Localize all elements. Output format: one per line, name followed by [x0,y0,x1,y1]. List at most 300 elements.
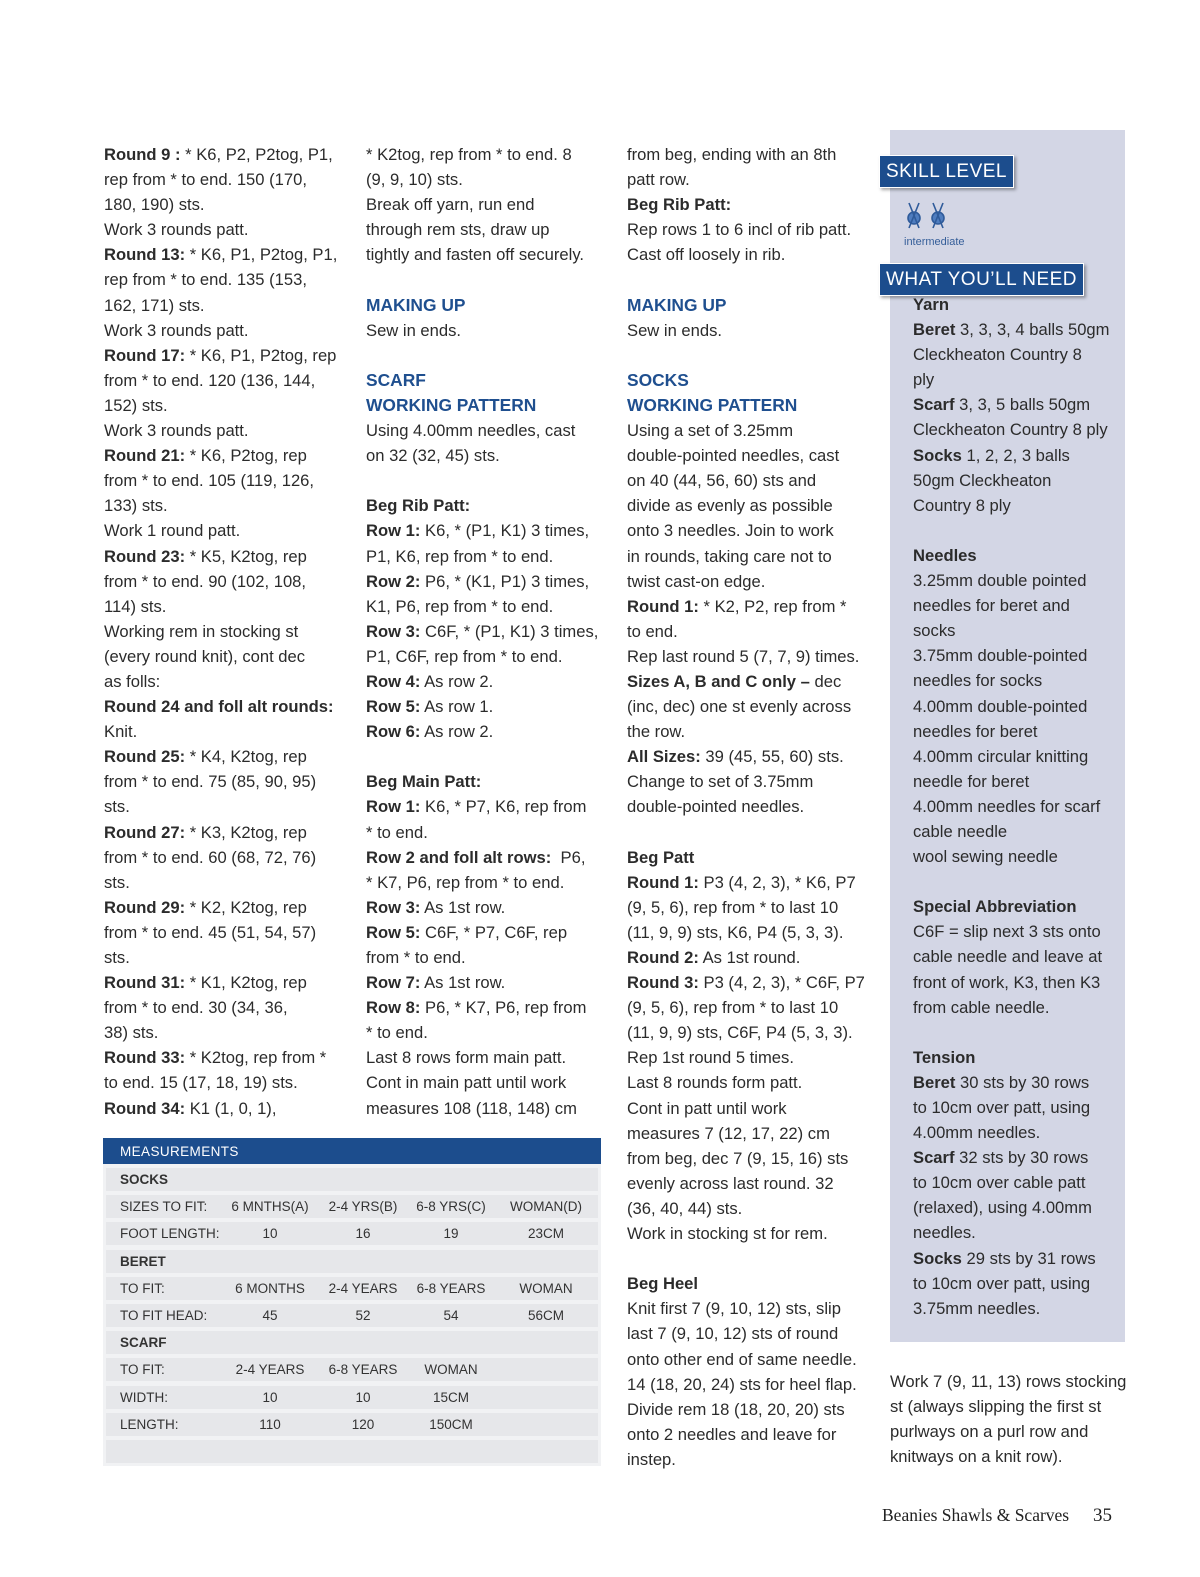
line-text: * K2, K2tog, rep [185,897,307,917]
bold-label: Beret [913,320,956,340]
table-cell: 52 [355,1308,371,1323]
bold-label: Beg Rib Patt: [366,496,471,516]
bold-label: Row 2 and foll alt rows: [366,847,552,867]
bold-label: Round 1: [627,596,699,616]
text-line [890,1444,1126,1469]
line-gap [366,267,598,292]
text-line [913,468,1109,493]
text-line [627,418,865,443]
line-text: P3 (4, 2, 3), * C6F, P7 [698,973,865,993]
line-text: sts. [104,948,130,967]
line-text: last 7 (9, 10, 12) sts of round [627,1324,839,1344]
bold-label: Scarf [913,395,955,415]
text-line [627,845,865,870]
text-line [104,418,337,443]
text-line [913,1045,1109,1070]
bold-label: Row 3: [366,897,421,917]
bold-label: Round 13: [104,245,186,265]
text-line [627,217,865,242]
text-line [627,1146,865,1171]
line-text: as folls: [104,671,161,691]
text-line [627,518,865,543]
line-text: onto other end of same needle. [627,1349,857,1369]
table-row-label: FOOT LENGTH: [120,1226,220,1242]
text-line [913,794,1109,819]
text-line [366,594,598,619]
text-line [366,719,598,744]
text-line [627,870,865,895]
line-text: Cleckheaton Country 8 [913,345,1082,365]
text-line [104,142,337,167]
text-line [366,644,598,669]
line-text: from * to end. 90 (102, 108, [104,571,307,591]
text-line [913,1120,1109,1145]
text-line [104,769,337,794]
line-text: onto 3 needles. Join to work [627,521,834,541]
table-cell: WOMAN [424,1362,478,1378]
text-line [366,493,598,518]
line-text: socks [913,621,956,641]
text-line [913,668,1109,693]
line-text: C6F, * P7, C6F, rep [420,922,568,942]
line-gap [366,343,598,368]
text-line [104,895,337,920]
line-text: As 1st row. [420,973,506,993]
line-text: from * to end. 75 (85, 90, 95) [104,772,317,792]
line-text: P6, * K7, P6, rep from [420,998,587,1018]
section-heading: SCARF [366,369,426,390]
line-text: * to end. [366,822,428,842]
line-text: K1, P6, rep from * to end. [366,596,554,616]
line-text: Sew in ends. [366,320,462,340]
line-text: * K6, P2tog, rep [185,446,307,466]
text-line [366,1045,598,1070]
text-line [890,1369,1126,1394]
text-line [366,845,598,870]
bold-label: Round 29: [104,897,186,917]
table-cell: 10 [262,1226,278,1242]
section-heading: WORKING PATTERN [366,394,537,415]
table-cell: 15CM [432,1389,469,1405]
line-text: 3, 3, 3, 4 balls 50gm [955,320,1110,340]
text-line [913,719,1109,744]
bold-label: Round 9 : [104,145,181,164]
line-text: 30 sts by 30 rows [955,1072,1090,1092]
section-heading: MAKING UP [366,294,466,315]
line-text: * K2tog, rep from * [185,1048,327,1068]
text-line [104,794,337,819]
line-text: 29 sts by 31 rows [961,1248,1096,1268]
line-text: the row. [627,722,686,742]
line-text: from * to end. 120 (136, 144, [104,370,316,390]
bold-label: Round 33: [104,1048,186,1068]
line-text: from beg, ending with an 8th [627,145,837,164]
text-line [366,518,598,543]
text-line [627,945,865,970]
text-line [913,493,1109,518]
table-cell: 10 [262,1389,278,1405]
table-cell: WOMAN [519,1280,573,1296]
measurements-table [103,1138,601,1466]
text-line [627,1171,865,1196]
bold-label: Round 23: [104,546,186,566]
line-text: from * to end. [366,948,466,967]
line-text: 39 (45, 55, 60) sts. [700,747,844,767]
bold-label: Beg Main Patt: [366,772,482,792]
text-line [104,468,337,493]
text-line [366,242,598,267]
table-cell: 2-4 YRS(B) [328,1199,398,1215]
text-line [913,1220,1109,1245]
line-text: Cast off loosely in rib. [627,245,786,265]
text-line [366,694,598,719]
line-text: 114) sts. [104,596,167,616]
text-line [627,1196,865,1221]
line-text: As row 1. [420,697,494,717]
line-text: Change to set of 3.75mm [627,772,814,792]
bold-label: Round 25: [104,747,186,767]
bold-label: Row 4: [366,671,421,691]
line-text: double-pointed needles. [627,797,805,817]
line-text: sts. [104,872,130,892]
bold-label: Round 3: [627,973,699,993]
text-line [627,1397,865,1422]
text-line [366,794,598,819]
text-line [627,468,865,493]
text-line [627,644,865,669]
text-line [913,1070,1109,1095]
text-line [627,544,865,569]
text-line [627,970,865,995]
table-row [106,1195,598,1218]
bold-label: Row 1: [366,797,421,817]
line-text: dec [809,671,842,691]
line-text: purlways on a purl row and [890,1422,1089,1442]
text-line [366,569,598,594]
text-line [366,870,598,895]
line-text: evenly across last round. 32 [627,1173,834,1193]
table-cell: 150CM [429,1416,473,1432]
text-line [913,995,1109,1020]
text-line [104,242,337,267]
text-line [913,1246,1109,1271]
text-line [104,945,337,970]
bold-label: Row 2: [366,571,421,591]
table-row-label: WIDTH: [120,1389,168,1405]
line-text: 50gm Cleckheaton [913,470,1052,490]
text-line [913,894,1109,919]
text-line [366,769,598,794]
text-line [366,920,598,945]
line-text: to 10cm over cable patt [913,1173,1086,1193]
table-cell: 110 [259,1416,281,1432]
line-text: As 1st round. [698,948,801,967]
text-line [104,167,337,192]
text-line [366,820,598,845]
skill-level-text: intermediate [904,236,965,248]
text-line [104,619,337,644]
line-gap [913,1020,1109,1045]
bold-label: Round 34: [104,1098,186,1118]
line-text: to end. 15 (17, 18, 19) sts. [104,1073,298,1093]
text-line [366,895,598,920]
table-row-label: SIZES TO FIT: [120,1199,208,1215]
line-text: cable needle and leave at [913,947,1103,967]
table-cell: 6-8 YEARS [416,1280,486,1296]
line-text: Cont in patt until work [627,1098,787,1118]
bold-label: Socks [913,1248,962,1268]
bold-label: Yarn [913,295,949,314]
table-cell: 6-8 YRS(C) [416,1199,486,1215]
line-text: to 10cm over patt, using [913,1273,1091,1293]
text-line [627,142,865,167]
table-section-row [106,1250,598,1273]
table-row [106,1386,598,1409]
line-gap [913,869,1109,894]
line-text: needle for beret [913,771,1030,791]
text-line [104,820,337,845]
text-line [104,644,337,669]
table-section-row [106,1168,598,1191]
line-text: P6, * (K1, P1) 3 times, [420,571,590,591]
table-row [106,1304,598,1327]
text-line [366,945,598,970]
line-text: instep. [627,1449,676,1469]
table-row [106,1358,598,1381]
text-line [627,694,865,719]
table-row [106,1222,598,1245]
line-text: (11, 9, 9) sts, K6, P4 (5, 3, 3). [627,922,844,942]
line-text: from * to end. 30 (34, 36, [104,998,288,1018]
table-section-row [106,1331,598,1354]
line-text: Using a set of 3.25mm [627,421,794,441]
line-text: (11, 9, 9) sts, C6F, P4 (5, 3, 3). [627,1023,853,1043]
text-line [913,1195,1109,1220]
text-line [627,744,865,769]
line-text: * K7, P6, rep from * to end. [366,872,565,892]
text-line [104,443,337,468]
text-line [104,594,337,619]
text-line [913,844,1109,869]
line-text: As 1st row. [420,897,506,917]
line-text: Divide rem 18 (18, 20, 20) sts [627,1399,845,1419]
line-text: K6, * (P1, K1) 3 times, [420,521,590,541]
what-you-need-banner: WHAT YOU’LL NEED [879,263,1084,296]
table-row [106,1277,598,1300]
text-line [366,970,598,995]
text-line [627,1221,865,1246]
line-text: P6, [551,847,586,867]
text-line [627,167,865,192]
line-text: Rep last round 5 (7, 7, 9) times. [627,646,860,666]
line-text: Rep 1st round 5 times. [627,1048,794,1068]
line-text: As row 2. [420,671,494,691]
table-row-label: TO FIT: [120,1362,165,1378]
line-gap [627,1246,865,1271]
line-gap [366,468,598,493]
text-line [627,443,865,468]
line-text: Break off yarn, run end [366,195,535,215]
text-line [913,342,1109,367]
text-line [627,1096,865,1121]
text-line [627,1271,865,1296]
bold-label: Tension [913,1047,976,1067]
table-cell: WOMAN(D) [510,1199,582,1215]
table-cell: 54 [443,1308,459,1323]
line-text: Last 8 rounds form patt. [627,1073,803,1093]
line-text: measures 108 (118, 148) cm [366,1098,577,1118]
line-gap [627,267,865,292]
text-line [104,995,337,1020]
line-text: from cable needle. [913,997,1050,1017]
text-line [104,719,337,744]
text-line [366,1020,598,1045]
text-line [104,293,337,318]
bold-label: Row 3: [366,621,421,641]
line-text: Sew in ends. [627,320,723,340]
line-text: * K2, P2, rep from * [698,596,847,616]
table-row-label: LENGTH: [120,1416,179,1432]
text-line [104,318,337,343]
text-line [913,919,1109,944]
text-line [627,619,865,644]
line-text: (relaxed), using 4.00mm [913,1198,1092,1218]
table-cell: 6 MONTHS [235,1280,305,1296]
line-text: P3 (4, 2, 3), * K6, P7 [698,872,856,892]
requirements-list [913,292,1109,1321]
line-text: cable needle [913,821,1008,841]
line-gap [627,343,865,368]
line-text: needles. [913,1223,976,1243]
text-line [627,719,865,744]
text-line [366,318,598,343]
section-heading: SOCKS [627,369,689,390]
bold-label: All Sizes: [627,747,701,767]
line-gap [627,820,865,845]
text-line [913,1095,1109,1120]
line-text: 133) sts. [104,496,168,516]
line-text: needles for beret [913,721,1038,741]
text-line [366,418,598,443]
text-line [627,1296,865,1321]
text-line [627,995,865,1020]
line-text: twist cast-on edge. [627,571,766,591]
text-line [913,367,1109,392]
table-section-label: SCARF [120,1335,167,1351]
text-line [890,1394,1126,1419]
text-line [104,920,337,945]
line-text: P1, C6F, rep from * to end. [366,646,563,666]
line-text: P1, K6, rep from * to end. [366,546,554,566]
line-text: Country 8 ply [913,495,1011,515]
text-line [104,267,337,292]
line-text: Work 3 rounds patt. [104,220,249,240]
text-line [913,694,1109,719]
footer-publication-title: Beanies Shawls & Scarves [882,1505,1070,1525]
line-text: in rounds, taking care not to [627,546,832,566]
text-line [627,895,865,920]
line-text: on 40 (44, 56, 60) sts and [627,471,817,491]
text-column-1 [104,142,337,1121]
table-section-label: SOCKS [120,1172,169,1187]
line-text: C6F = slip next 3 sts onto [913,922,1101,942]
line-text: onto 2 needles and leave for [627,1424,837,1444]
line-text: 4.00mm needles for scarf [913,796,1101,816]
text-line [913,443,1109,468]
table-row-label: TO FIT HEAD: [120,1308,208,1323]
text-column-3 [627,142,865,1472]
line-text: Cont in main patt until work [366,1073,567,1093]
section-heading: WORKING PATTERN [627,394,798,415]
table-cell: 6 MNTHS(A) [231,1199,309,1215]
table-cell: 56CM [527,1308,564,1323]
text-line [366,217,598,242]
bold-label: Row 6: [366,722,421,742]
line-text: double-pointed needles, cast [627,446,840,466]
text-line [104,217,337,242]
line-text: * K6, P1, P2tog, rep [185,345,337,365]
text-line [104,544,337,569]
line-text: sts. [104,797,130,817]
line-text: 180, 190) sts. [104,195,205,215]
text-line [627,1447,865,1472]
text-line [913,618,1109,643]
text-line [104,1045,337,1070]
text-line [104,970,337,995]
bold-label: Special Abbreviation [913,897,1077,917]
bold-label: Round 2: [627,948,699,967]
table-row-label: TO FIT: [120,1280,165,1296]
text-line [913,769,1109,794]
bold-label: Beg Patt [627,847,695,867]
line-gap [913,518,1109,543]
line-text: 3.25mm double pointed [913,571,1087,591]
text-line [104,1096,337,1121]
text-line [104,493,337,518]
text-line [104,870,337,895]
line-text: Cleckheaton Country 8 ply [913,420,1108,440]
text-line [627,1422,865,1447]
line-text: wool sewing needle [913,847,1058,867]
bold-label: Round 17: [104,345,186,365]
bold-label: Round 31: [104,973,186,993]
line-text: 4.00mm needles. [913,1123,1041,1143]
line-text: through rem sts, draw up [366,220,550,240]
bold-label: Round 27: [104,822,186,842]
text-line [913,317,1109,342]
bold-label: Row 5: [366,922,421,942]
text-line [627,1045,865,1070]
line-text: Work 3 rounds patt. [104,320,249,340]
text-line [627,318,865,343]
table-section-label: BERET [120,1253,166,1269]
text-line [366,995,598,1020]
line-text: 1, 2, 2, 3 balls [961,445,1070,465]
table-cell: 45 [262,1308,278,1323]
line-text: K6, * P7, K6, rep from [420,797,587,817]
text-line [627,1121,865,1146]
line-text: K1 (1, 0, 1), [185,1098,277,1118]
line-text: Work 3 rounds patt. [104,421,249,441]
line-text: 152) sts. [104,395,168,415]
bold-label: Beg Heel [627,1274,699,1294]
text-line [913,970,1109,995]
line-text: ply [913,370,935,390]
text-line [366,669,598,694]
line-gap [366,744,598,769]
line-text: on 32 (32, 45) sts. [366,446,500,466]
text-line [913,643,1109,668]
